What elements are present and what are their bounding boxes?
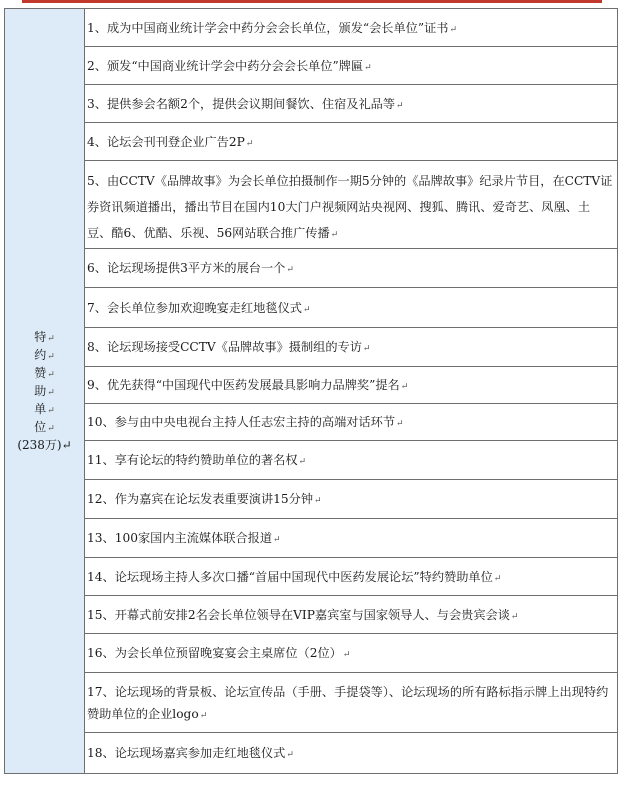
- benefit-text: 9、优先获得“中国现代中医药发展最具影响力品牌奖”提名: [87, 378, 400, 392]
- benefit-text: 7、会长单位参加欢迎晚宴走红地毯仪式: [87, 301, 302, 315]
- benefit-row: 5、由CCTV《品牌故事》为会长单位拍摄制作一期5分钟的《品牌故事》纪录片节目，在CCTV证券资讯频道播出，播出节目在国内10大门户视频网站央视网、搜狐、腾讯、爱奇艺、凤凰、土豆、酷6、优酷、乐视、56网站联合推广传播↵: [85, 161, 617, 249]
- benefit-row: 14、论坛现场主持人多次口播“首届中国现代中医药发展论坛”特约赞助单位↵: [85, 558, 617, 596]
- benefit-row: 15、开幕式前安排2名会长单位领导在VIP嘉宾室与国家领导人、与会贵宾会谈↵: [85, 596, 617, 634]
- benefit-text: 13、100家国内主流媒体联合报道: [87, 531, 273, 545]
- benefit-text: 8、论坛现场接受CCTV《品牌故事》摄制组的专访: [87, 340, 362, 354]
- sponsor-level-char: 赞↵: [34, 366, 55, 380]
- top-rule: [22, 0, 602, 3]
- sponsor-level-char: 特↵: [34, 330, 55, 344]
- benefit-text: 11、享有论坛的特约赞助单位的著名权: [87, 453, 298, 467]
- benefit-text: 4、论坛会刊刊登企业广告2P: [87, 135, 245, 149]
- sponsor-amount: (238万)↵: [17, 438, 72, 452]
- benefit-text: 3、提供参会名额2个，提供会议期间餐饮、住宿及礼品等: [87, 97, 396, 111]
- benefit-row: 13、100家国内主流媒体联合报道↵: [85, 519, 617, 558]
- benefit-text: 2、颁发“中国商业统计学会中药分会会长单位”牌匾: [87, 59, 364, 73]
- benefit-row: 11、享有论坛的特约赞助单位的著名权↵: [85, 441, 617, 480]
- benefit-row: 17、论坛现场的背景板、论坛宣传品（手册、手提袋等）、论坛现场的所有路标指示牌上出现特约赞助单位的企业logo↵: [85, 673, 617, 733]
- benefit-row: 10、参与由中央电视台主持人任志宏主持的高端对话环节↵: [85, 404, 617, 441]
- sponsor-level-char: 位↵: [34, 420, 55, 434]
- sponsor-level-char: 约↵: [34, 348, 55, 362]
- sponsorship-table: [4, 8, 618, 774]
- benefit-row: 12、作为嘉宾在论坛发表重要演讲15分钟↵: [85, 480, 617, 519]
- benefit-row: 6、论坛现场提供3平方米的展台一个↵: [85, 249, 617, 288]
- benefit-text: 6、论坛现场提供3平方米的展台一个: [87, 261, 286, 275]
- sponsor-level-cell: [5, 9, 85, 773]
- benefit-text: 10、参与由中央电视台主持人任志宏主持的高端对话环节: [87, 415, 396, 429]
- benefit-text: 18、论坛现场嘉宾参加走红地毯仪式: [87, 746, 286, 760]
- benefit-text: 17、论坛现场的背景板、论坛宣传品（手册、手提袋等）、论坛现场的所有路标指示牌上出现特约赞助单位的企业logo: [87, 685, 609, 721]
- benefit-text: 1、成为中国商业统计学会中药分会会长单位，颁发“会长单位”证书: [87, 21, 449, 35]
- benefit-text: 16、为会长单位预留晚宴宴会主桌席位（2位）: [87, 646, 342, 660]
- benefit-row: 4、论坛会刊刊登企业广告2P↵: [85, 123, 617, 161]
- benefit-row: 7、会长单位参加欢迎晚宴走红地毯仪式↵: [85, 288, 617, 328]
- sponsor-level-char: 单↵: [34, 402, 55, 416]
- benefit-row: 9、优先获得“中国现代中医药发展最具影响力品牌奖”提名↵: [85, 367, 617, 404]
- benefit-row: 18、论坛现场嘉宾参加走红地毯仪式↵: [87, 746, 294, 760]
- benefit-row: 1、成为中国商业统计学会中药分会会长单位，颁发“会长单位”证书↵: [85, 9, 617, 47]
- benefit-row: 2、颁发“中国商业统计学会中药分会会长单位”牌匾↵: [85, 47, 617, 85]
- sponsor-level-char: 助↵: [34, 384, 55, 398]
- benefit-text: 5、由CCTV《品牌故事》为会长单位拍摄制作一期5分钟的《品牌故事》纪录片节目，在CCTV证券资讯频道播出，播出节目在国内10大门户视频网站央视网、搜狐、腾讯、爱奇艺、凤凰、土豆、酷6、优酷、乐视、56网站联合推广传播: [87, 174, 613, 240]
- benefit-row: 8、论坛现场接受CCTV《品牌故事》摄制组的专访↵: [85, 328, 617, 367]
- benefit-text: 14、论坛现场主持人多次口播“首届中国现代中医药发展论坛”特约赞助单位: [87, 570, 493, 584]
- benefit-text: 15、开幕式前安排2名会长单位领导在VIP嘉宾室与国家领导人、与会贵宾会谈: [87, 608, 510, 622]
- benefit-text: 12、作为嘉宾在论坛发表重要演讲15分钟: [87, 492, 314, 506]
- benefit-row: 16、为会长单位预留晚宴宴会主桌席位（2位）↵: [85, 634, 617, 673]
- benefit-row: 3、提供参会名额2个，提供会议期间餐饮、住宿及礼品等↵: [85, 85, 617, 123]
